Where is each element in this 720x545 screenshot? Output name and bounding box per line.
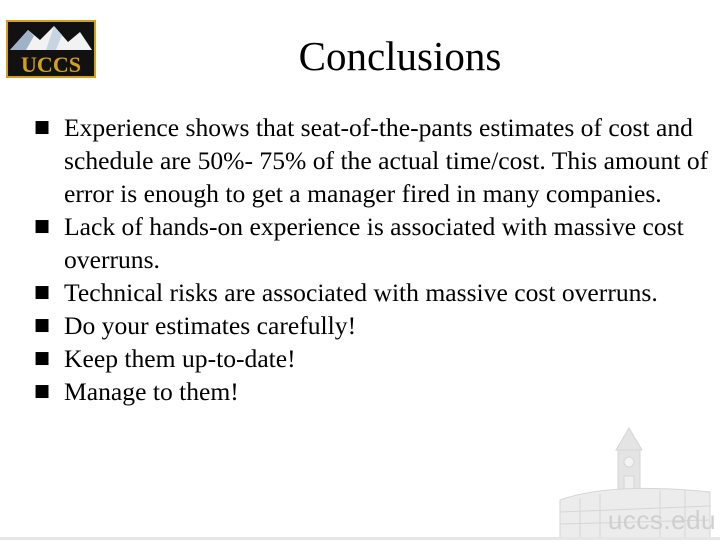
square-bullet-icon: ■ (34, 381, 51, 401)
square-bullet-icon: ■ (34, 117, 51, 137)
square-bullet-icon: ■ (34, 282, 51, 302)
bullet-item: ■ Lack of hands-on experience is associated with massive cost overruns. (34, 212, 684, 274)
logo-text: UCCS (21, 52, 81, 77)
uccs-logo (6, 20, 96, 78)
square-bullet-icon: ■ (34, 216, 51, 236)
bullet-item: ■ Do your estimates carefully! (34, 311, 357, 340)
square-bullet-icon: ■ (34, 315, 51, 335)
bullet-item: ■ Technical risks are associated with massive cost overruns. (34, 278, 658, 307)
bullet-list (32, 111, 718, 408)
slide-title: Conclusions (298, 33, 502, 79)
bullet-item: ■ Keep them up-to-date! (34, 344, 296, 373)
footer-url: uccs.edu (607, 505, 716, 535)
bullet-item: ■ Manage to them! (34, 377, 239, 406)
bullet-item: ■ Experience shows that seat-of-the-pants estimates of cost and schedule are 50%- 75% of the actual time/cost. This amount of error is enough to get a manager fired in many companies. (34, 113, 709, 208)
square-bullet-icon: ■ (34, 348, 51, 368)
